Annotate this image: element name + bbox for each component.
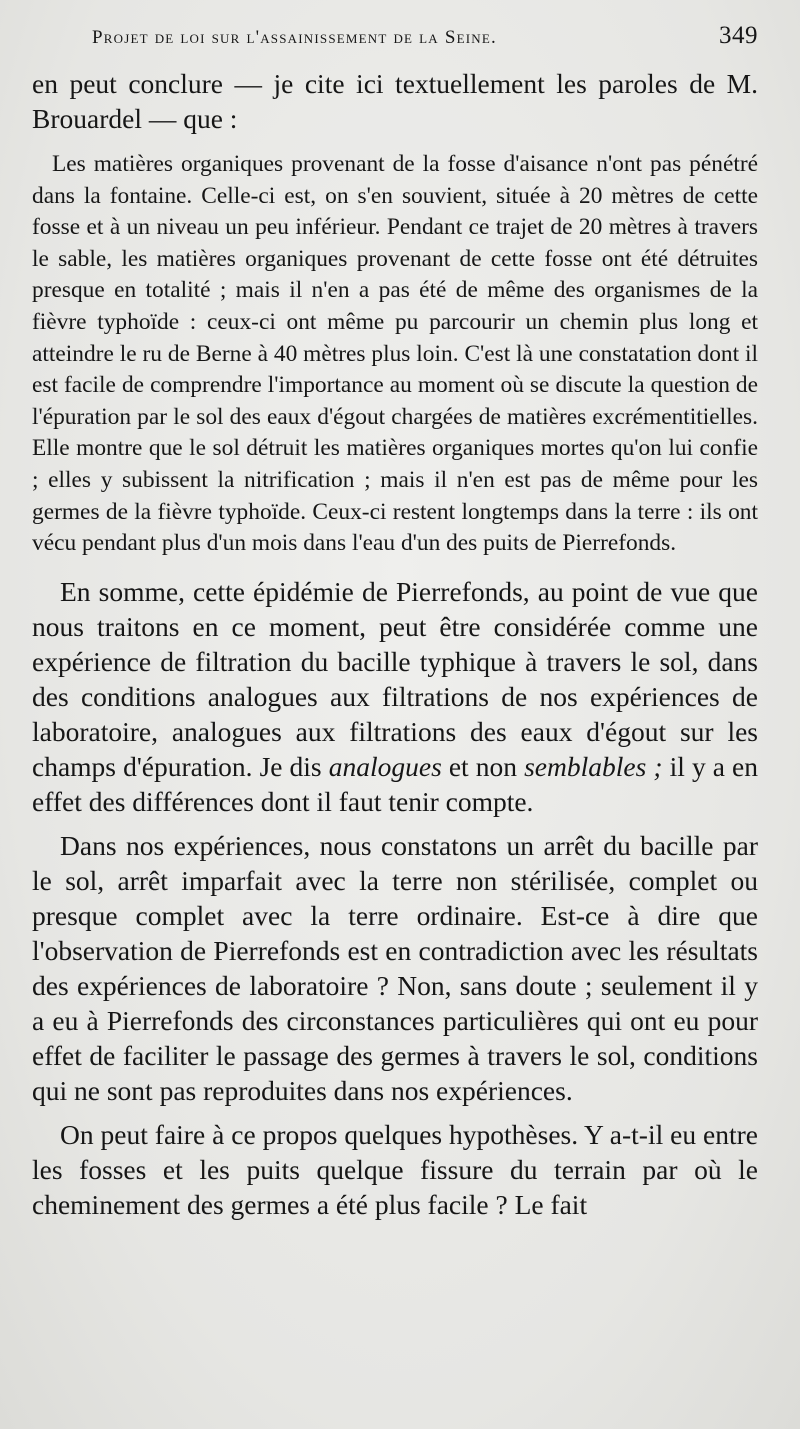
paragraph-1-italic-analogues: analogues (328, 750, 442, 782)
paragraph-2: Dans nos expériences, nous constatons un arrêt du bacille par le sol, arrêt imparfait avec la terre non stérilisée, complet ou presque complet avec la terre ordinaire. Est-ce à dire que l'observation de Pierrefonds est en contradiction avec les résultats des expériences de laboratoire ? Non, sans doute ; seulement il y a eu à Pierrefonds des circonstances particulières qui ont eu pour effet de faciliter le passage des germes à travers le sol, conditions qui ne sont pas reproduites dans nos expériences. (32, 829, 758, 1106)
running-head (32, 22, 758, 66)
paragraph-1-text-b: et non (441, 750, 525, 782)
quoted-text: Les matières organiques provenant de la fosse d'aisance n'ont pas pénétré dans la fontaine. Celle-ci est, on s'en souvient, située à 20 mètres de cette fosse et à un niveau un peu inférieur. Pendant ce trajet de 20 mètres à travers le sable, les matières organiques provenant de cette fosse ont été détruites presque en totalité ; mais il n'en a pas été de même des organismes de la fièvre typhoïde : ceux-ci ont même pu parcourir un chemin plus long et atteindre le ru de Berne à 40 mètres plus loin. C'est là une constatation dont il est facile de comprendre l'importance au moment où se discute la question de l'épuration par le sol des eaux d'égout chargées de matières excrémentitielles. Elle montre que le sol détruit les matières organiques mortes qu'on lui confie ; elles y subissent la nitrification ; mais il n'en est pas de même pour les germes de la fièvre typhoïde. Ceux-ci restent longtemps dans la terre : ils ont vécu pendant plus d'un mois dans l'eau d'un des puits de Pierrefonds. (32, 151, 758, 557)
page-number: 349 (719, 22, 758, 49)
lead-paragraph: en peut conclure — je cite ici textuellement les paroles de M. Brouardel — que : (32, 68, 758, 134)
paragraph-1-text-a: En somme, cette épidémie de Pierrefonds, au point de vue que nous traitons en ce moment, peut être considérée comme une expérience de filtration du bacille typhique à travers le sol, dans des conditions analogues aux filtrations de nos expériences de laboratoire, analogues aux filtrations des eaux d'égout sur les champs d'épuration. Je dis (32, 575, 758, 782)
paragraph-1-italic-semblables: semblables ; (524, 750, 663, 782)
quoted-passage (32, 149, 758, 560)
paragraph-1-text-c: il y a en effet des différences dont il faut tenir compte. (32, 750, 758, 817)
running-title: Projet de loi sur l'assainissement de la Seine. (92, 27, 497, 48)
paragraph-1 (32, 574, 758, 819)
paragraph-3: On peut faire à ce propos quelques hypothèses. Y a-t-il eu entre les fosses et les puits quelque fissure du terrain par où le cheminement des germes a été plus facile ? Le fait (32, 1118, 758, 1220)
